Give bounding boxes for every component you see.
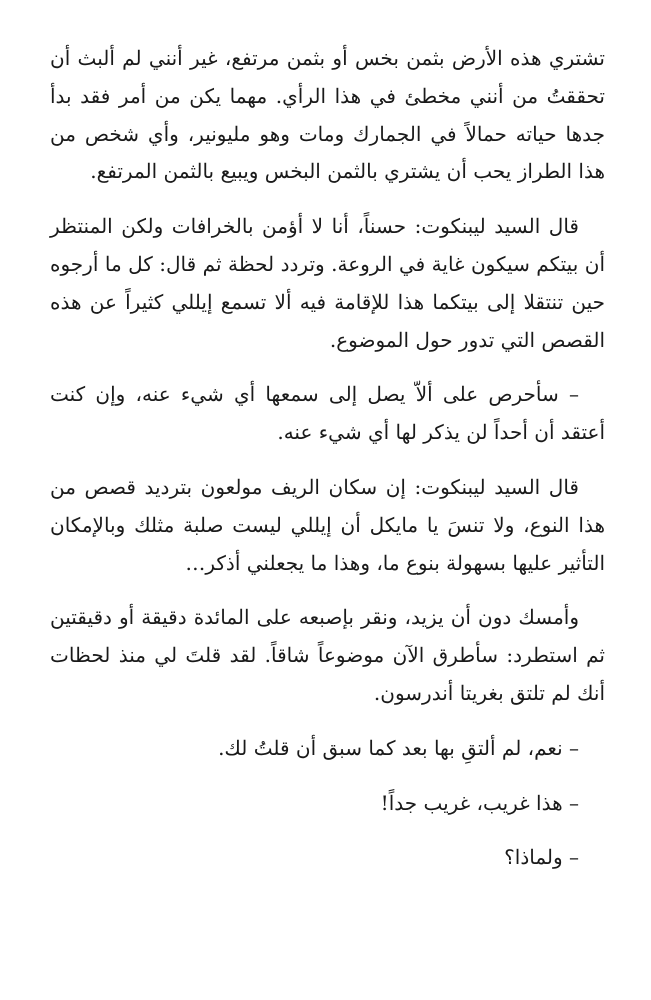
dialogue-line-why: – ولماذا؟ (504, 845, 579, 870)
book-page (50, 40, 605, 894)
dialogue-line-not-met: – نعم، لم ألتقِ بها بعد كما سبق أن قلتُ لك. (218, 735, 579, 760)
paragraph-greta-andersen: وأمسك دون أن يزيد، ونقر بإصبعه على المائدة دقيقة أو دقيقتين ثم استطرد: سأطرق الآن موضوعاً شاقاً. لقد قلتَ لي منذ لحظات أنك لم تلتق بغريتا أندرسون. (50, 605, 605, 705)
paragraph-lippincott-superstition: قال السيد ليبنكوت: حسناً، أنا لا أؤمن بالخرافات ولكن المنتظر أن بيتكم سيكون غاية في الروعة. وتردد لحظة ثم قال: كل ما أرجوه حين تنتقلا إلى بيتكما هذا للإقامة فيه ألا تسمع إيللي كثيراً عن هذه القصص التي تدور حول الموضوع. (50, 214, 605, 352)
paragraph-lippincott-countryside: قال السيد ليبنكوت: إن سكان الريف مولعون بترديد قصص من هذا النوع، ولا تنسَ يا مايكل أن إيللي ليست صلبة مثلك وبالإمكان التأثير عليها بسهولة بنوع ما، وهذا ما يجعلني أذكر… (50, 474, 605, 575)
dialogue-line-strange: – هذا غريب، غريب جداً! (380, 790, 579, 815)
paragraph-continuation: تشتري هذه الأرض بثمن بخس أو بثمن مرتفع، غير أنني لم ألبث أن تحققتُ من أنني مخطئ في هذا الرأي. مهما يكن من أمر فقد بدأ جدها حياته حمالاً في الجمارك ومات وهو مليونير، وأي شخص من هذا الطراز يحب أن يشتري بالثمن البخس ويبيع بالثمن المرتفع. (50, 46, 605, 184)
paragraph-reply-careful: – سأحرص على ألاّ يصل إلى سمعها أي شيء عنه، وإن كنت أعتقد أن أحداً لن يذكر لها أي شيء عنه. (50, 382, 605, 445)
